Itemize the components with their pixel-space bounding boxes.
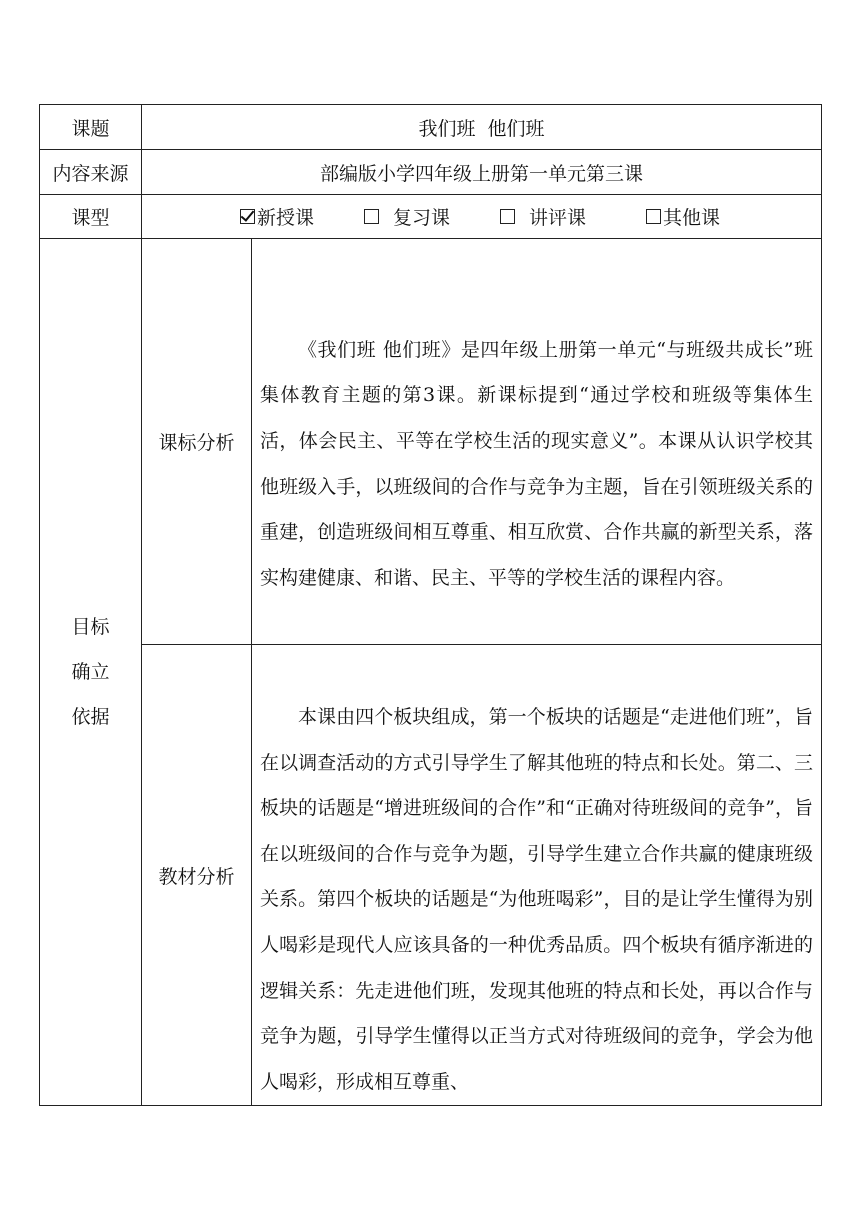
type-option-label: 复习课 bbox=[393, 207, 451, 229]
checkbox-checked-icon[interactable] bbox=[240, 209, 255, 224]
type-option-label: 讲评课 bbox=[529, 207, 587, 229]
source-label: 内容来源 bbox=[40, 150, 142, 195]
source-value: 部编版小学四年级上册第一单元第三课 bbox=[142, 150, 822, 195]
type-option-commentary[interactable] bbox=[500, 203, 586, 230]
curriculum-label: 课标分析 bbox=[142, 239, 252, 645]
checkbox-empty-icon[interactable] bbox=[646, 209, 661, 224]
basis-label-line: 确立 bbox=[71, 660, 110, 683]
basis-label bbox=[40, 239, 142, 1106]
type-option-label: 新授课 bbox=[257, 207, 315, 229]
type-option-other[interactable] bbox=[646, 203, 720, 230]
lesson-type-label: 课型 bbox=[40, 195, 142, 239]
source-row bbox=[40, 150, 822, 195]
curriculum-analysis-cell bbox=[252, 239, 822, 645]
lesson-type-options bbox=[142, 195, 822, 239]
textbook-row bbox=[40, 645, 822, 1106]
basis-label-line: 依据 bbox=[71, 705, 110, 728]
lesson-type-row bbox=[40, 195, 822, 239]
topic-value: 我们班 他们班 bbox=[142, 105, 822, 150]
lesson-plan-table bbox=[39, 104, 822, 1106]
curriculum-analysis-text: 《我们班 他们班》是四年级上册第一单元“与班级共成长”班集体教育主题的第3课。新课标提到“通过学校和班级等集体生活，体会民主、平等在学校生活的现实意义”。本课从认识学校其他班级入手，以班级间的合作与竞争为主题，旨在引领班级关系的重建，创造班级间相互尊重、相互欣赏、合作共赢的新型关系，落实构建健康、和谐、民主、平等的学校生活的课程内容。 bbox=[260, 338, 813, 589]
checkbox-empty-icon[interactable] bbox=[500, 209, 515, 224]
textbook-label: 教材分析 bbox=[142, 645, 252, 1106]
type-option-new[interactable] bbox=[240, 203, 314, 230]
topic-label: 课题 bbox=[40, 105, 142, 150]
topic-row bbox=[40, 105, 822, 150]
basis-label-line: 目标 bbox=[71, 615, 110, 638]
type-option-label: 其他课 bbox=[663, 207, 721, 229]
textbook-analysis-text: 本课由四个板块组成，第一个板块的话题是“走进他们班”，旨在以调查活动的方式引导学生了解其他班的特点和长处。第二、三板块的话题是“增进班级间的合作”和“正确对待班级间的竞争”，旨在以班级间的合作与竞争为题，引导学生建立合作共赢的健康班级关系。第四个板块的话题是“为他班喝彩”，目的是让学生懂得为别人喝彩是现代人应该具备的一种优秀品质。四个板块有循序渐进的逻辑关系：先走进他们班，发现其他班的特点和长处，再以合作与竞争为题，引导学生懂得以正当方式对待班级间的竞争，学会为他人喝彩，形成相互尊重、 bbox=[260, 706, 813, 1093]
textbook-analysis-cell bbox=[252, 645, 822, 1106]
curriculum-row bbox=[40, 239, 822, 645]
checkbox-empty-icon[interactable] bbox=[364, 209, 379, 224]
type-option-review[interactable] bbox=[364, 203, 450, 230]
